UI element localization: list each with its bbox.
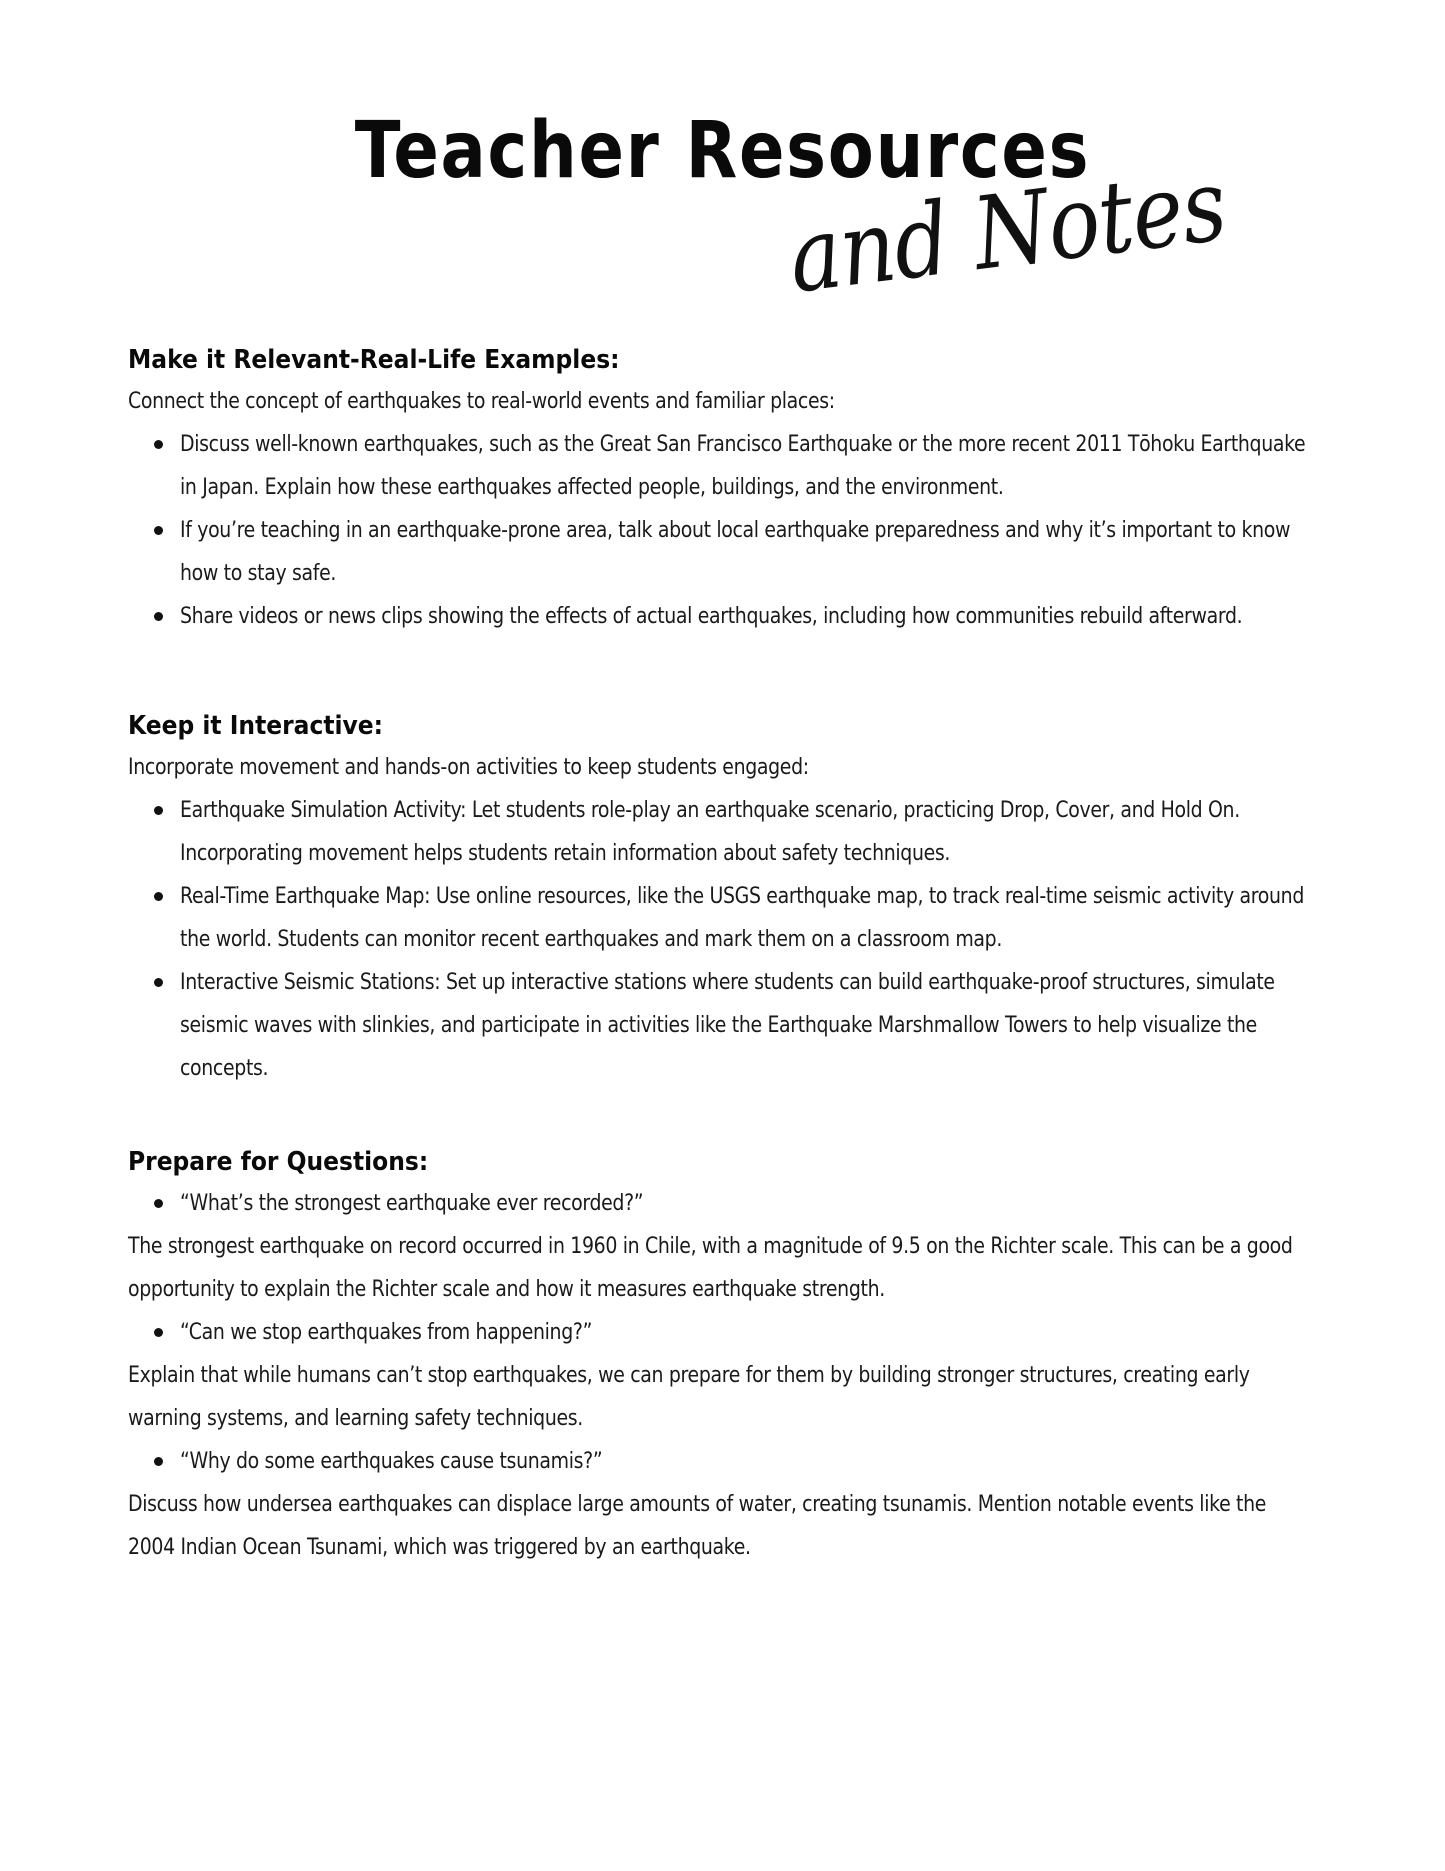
bullet-icon [154,806,163,815]
bullet-icon [154,1457,163,1466]
answer-text: Explain that while humans can’t stop earthquakes, we can prepare for them by building stronger structures, creating early warning systems, and learning safety techniques. [128,1363,1250,1431]
list-item [128,961,1308,1090]
question-text: “What’s the strongest earthquake ever recorded?” [180,1191,644,1216]
bullet-list [128,789,1308,1090]
section-prepare-questions [128,1142,1308,1569]
bullet-icon [154,440,163,449]
bullet-icon [154,892,163,901]
question-item [128,1440,1308,1483]
question-item [128,1182,1308,1225]
page-subtitle-script: and Notes [782,146,1232,316]
section-heading: Make it Relevant-Real-Life Examples: [128,345,620,375]
list-item [128,423,1308,509]
page-title: Teacher Resources [354,106,1091,196]
bullet-icon [154,612,163,621]
answer-text: The strongest earthquake on record occurred in 1960 in Chile, with a magnitude of 9.5 on the Richter scale. This can be a good opportunity to explain the Richter scale and how it measures earthquake strength. [128,1234,1293,1302]
list-item [128,875,1308,961]
bullet-icon [154,1199,163,1208]
answer-text: Discuss how undersea earthquakes can displace large amounts of water, creating tsunamis. Mention notable events like the 2004 Indian Ocean Tsunami, which was triggered by an earthquake. [128,1492,1267,1560]
list-item [128,595,1308,638]
question-list [128,1182,1308,1225]
section-real-life-examples [128,340,1308,638]
section-keep-interactive [128,706,1308,1090]
list-item-text: Share videos or news clips showing the effects of actual earthquakes, including how communities rebuild afterward. [180,604,1243,629]
question-list [128,1311,1308,1354]
question-text: “Why do some earthquakes cause tsunamis?” [180,1449,603,1474]
list-item-text: Earthquake Simulation Activity: Let students role-play an earthquake scenario, practicing Drop, Cover, and Hold On. Incorporating movement helps students retain information about safety techniques. [180,798,1240,866]
list-item-text: If you’re teaching in an earthquake-prone area, talk about local earthquake preparedness and why it’s important to know how to stay safe. [180,518,1291,586]
list-item-text: Discuss well-known earthquakes, such as the Great San Francisco Earthquake or the more recent 2011 Tōhoku Earthquake in Japan. Explain how these earthquakes affected people, buildings, and the environment. [180,432,1306,500]
list-item [128,789,1308,875]
bullet-icon [154,1328,163,1337]
section-intro: Connect the concept of earthquakes to real-world events and familiar places: [128,389,835,414]
bullet-icon [154,526,163,535]
document-body [128,340,1308,1569]
list-item-text: Real-Time Earthquake Map: Use online resources, like the USGS earthquake map, to track real-time seismic activity around the world. Students can monitor recent earthquakes and mark them on a classroom map. [180,884,1304,952]
list-item-text: Interactive Seismic Stations: Set up interactive stations where students can build earthquake-proof structures, simulate seismic waves with slinkies, and participate in activities like the Earthquake Marshmallow Towers to help visualize the concepts. [180,970,1275,1081]
section-heading: Keep it Interactive: [128,711,384,741]
question-text: “Can we stop earthquakes from happening?” [180,1320,593,1345]
bullet-icon [154,978,163,987]
section-heading: Prepare for Questions: [128,1147,429,1177]
question-list [128,1440,1308,1483]
question-item [128,1311,1308,1354]
bullet-list [128,423,1308,638]
section-intro: Incorporate movement and hands-on activities to keep students engaged: [128,755,809,780]
list-item [128,509,1308,595]
